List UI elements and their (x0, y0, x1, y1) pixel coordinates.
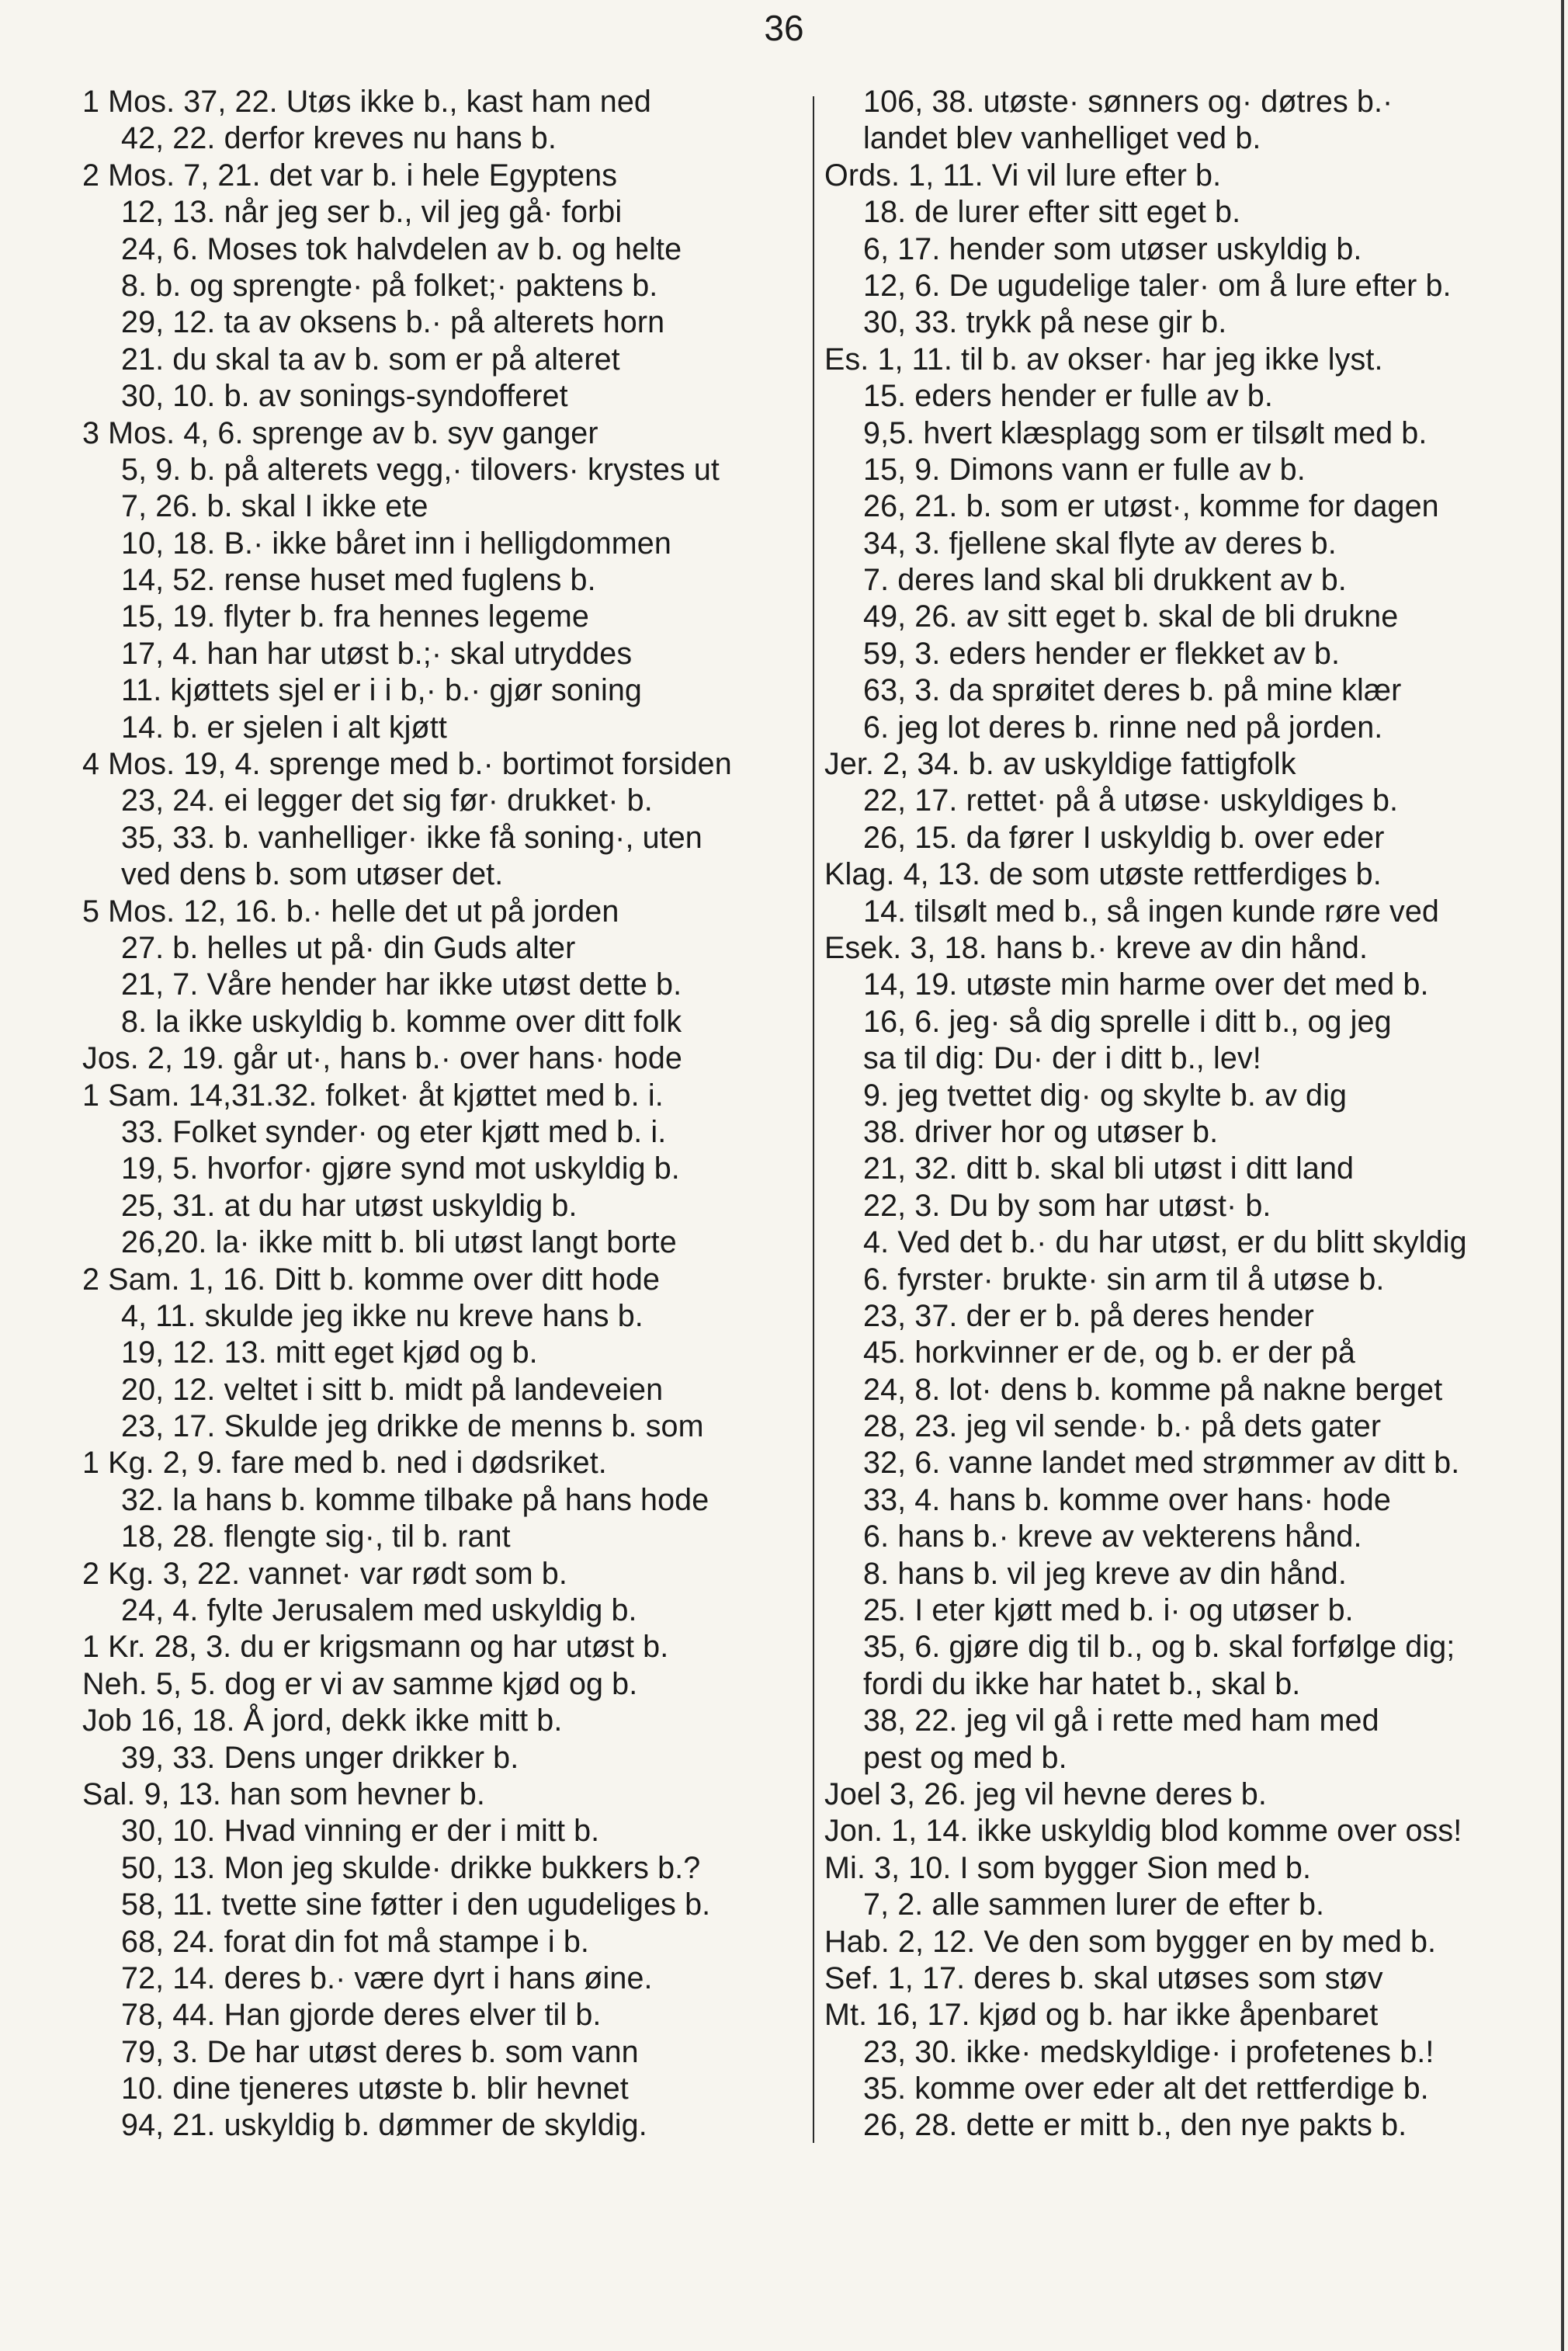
book-entry-line: Klag. 4, 13. de som utøste rettferdiges b. (824, 857, 1382, 892)
verse-entry-line: 14. tilsølt med b., så ingen kunde røre ved (863, 894, 1439, 929)
verse-entry-line: 30, 10. b. av sonings-syndofferet (121, 379, 568, 414)
verse-entry-line: 72, 14. deres b.· være dyrt i hans øine. (121, 1960, 653, 1995)
verse-entry-line: 21, 7. Våre hender har ikke utøst dette b. (121, 967, 682, 1002)
verse-entry-line: 25, 31. at du har utøst uskyldig b. (121, 1188, 578, 1223)
verse-entry-line: 26, 21. b. som er utøst·, komme for dagen (863, 489, 1439, 524)
verse-entry-line: 8. hans b. vil jeg kreve av din hånd. (863, 1556, 1347, 1591)
verse-entry-line: 4. Ved det b.· du har utøst, er du blitt skyldig (863, 1225, 1467, 1260)
verse-entry-line: 24, 4. fylte Jerusalem med uskyldig b. (121, 1593, 637, 1628)
verse-entry-line: 15, 19. flyter b. fra hennes legeme (121, 599, 589, 634)
verse-entry-line: 63, 3. da sprøitet deres b. på mine klær (863, 673, 1402, 708)
verse-entry-line: 23, 37. der er b. på deres hender (863, 1298, 1314, 1333)
verse-entry-line: 6. hans b.· kreve av vekterens hånd. (863, 1519, 1362, 1554)
verse-entry-line: 78, 44. Han gjorde deres elver til b. (121, 1998, 602, 2033)
verse-entry-line: 17, 4. han har utøst b.;· skal utryddes (121, 636, 633, 671)
verse-entry-line: 23, 30. ikke· medskyldige· i profetenes b.! (863, 2034, 1434, 2069)
verse-entry-line: 22, 17. rettet· på å utøse· uskyldiges b. (863, 783, 1399, 818)
verse-entry-line: 7, 2. alle sammen lurer de efter b. (863, 1887, 1325, 1922)
verse-entry-line: 94, 21. uskyldig b. dømmer de skyldig. (121, 2108, 647, 2143)
book-entry-line: Jon. 1, 14. ikke uskyldig blod komme over oss! (824, 1814, 1462, 1849)
verse-entry-line: 58, 11. tvette sine føtter i den ugudeliges b. (121, 1887, 711, 1922)
verse-entry-line: 23, 24. ei legger det sig før· drukket· b. (121, 783, 653, 818)
verse-entry-line: 23, 17. Skulde jeg drikke de menns b. som (121, 1409, 704, 1444)
verse-entry-line: 9,5. hvert klæsplagg som er tilsølt med b. (863, 415, 1428, 450)
verse-entry-line: 8. b. og sprengte· på folket;· paktens b. (121, 268, 658, 303)
verse-entry-line: 19, 12. 13. mitt eget kjød og b. (121, 1335, 538, 1370)
verse-entry-line: 22, 3. Du by som har utøst· b. (863, 1188, 1271, 1223)
verse-entry-line: 79, 3. De har utøst deres b. som vann (121, 2034, 639, 2069)
verse-entry-line: 15, 9. Dimons vann er fulle av b. (863, 452, 1306, 487)
verse-entry-line: 29, 12. ta av oksens b.· på alterets horn (121, 305, 665, 340)
book-entry-line: 1 Mos. 37, 22. Utøs ikke b., kast ham ned (82, 85, 651, 119)
book-entry-line: 5 Mos. 12, 16. b.· helle det ut på jorden (82, 894, 619, 929)
verse-entry-line: 59, 3. eders hender er flekket av b. (863, 636, 1341, 671)
verse-entry-line: 21. du skal ta av b. som er på alteret (121, 342, 620, 377)
verse-entry-line: 10. dine tjeneres utøste b. blir hevnet (121, 2071, 629, 2106)
verse-entry-line: 6. jeg lot deres b. rinne ned på jorden. (863, 710, 1383, 745)
verse-entry-line: 7, 26. b. skal I ikke ete (121, 489, 428, 524)
book-entry-line: Joel 3, 26. jeg vil hevne deres b. (824, 1776, 1267, 1811)
book-entry-line: Jer. 2, 34. b. av uskyldige fattigfolk (824, 747, 1296, 782)
verse-entry-line: 6. fyrster· brukte· sin arm til å utøse b. (863, 1262, 1385, 1297)
verse-entry-line: 68, 24. forat din fot må stampe i b. (121, 1924, 590, 1959)
verse-entry-line: 50, 13. Mon jeg skulde· drikke bukkers b.? (121, 1850, 701, 1885)
verse-entry-line: 33. Folket synder· og eter kjøtt med b. i. (121, 1114, 667, 1149)
verse-entry-line: 35, 33. b. vanhelliger· ikke få soning·, uten (121, 820, 702, 855)
book-entry-line: Es. 1, 11. til b. av okser· har jeg ikke lyst. (824, 342, 1383, 377)
verse-entry-line: 49, 26. av sitt eget b. skal de bli drukne (863, 599, 1399, 634)
verse-entry-line: pest og med b. (863, 1740, 1067, 1775)
verse-entry-line: 34, 3. fjellene skal flyte av deres b. (863, 526, 1337, 561)
verse-entry-line: 16, 6. jeg· så dig sprelle i ditt b., og jeg (863, 1004, 1392, 1039)
book-entry-line: 2 Sam. 1, 16. Ditt b. komme over ditt hode (82, 1262, 661, 1297)
verse-entry-line: 32, 6. vanne landet med strømmer av ditt b. (863, 1446, 1460, 1481)
book-entry-line: Sal. 9, 13. han som hevner b. (82, 1776, 485, 1811)
book-entry-line: Jos. 2, 19. går ut·, hans b.· over hans· hode (82, 1041, 682, 1076)
verse-entry-line: 7. deres land skal bli drukkent av b. (863, 563, 1347, 598)
verse-entry-line: 24, 6. Moses tok halvdelen av b. og helte (121, 231, 682, 266)
verse-entry-line: 21, 32. ditt b. skal bli utøst i ditt land (863, 1151, 1355, 1186)
verse-entry-line: 20, 12. veltet i sitt b. midt på landeveien (121, 1372, 664, 1407)
verse-entry-line: 27. b. helles ut på· din Guds alter (121, 930, 576, 965)
verse-entry-line: landet blev vanhelliget ved b. (863, 121, 1261, 156)
verse-entry-line: 35. komme over eder alt det rettferdige b. (863, 2071, 1429, 2106)
verse-entry-line: 28, 23. jeg vil sende· b.· på dets gater (863, 1409, 1382, 1444)
right-column (824, 84, 1554, 2144)
verse-entry-line: 30, 33. trykk på nese gir b. (863, 305, 1227, 340)
left-column (82, 84, 804, 2144)
verse-entry-line: 38. driver hor og utøser b. (863, 1114, 1219, 1149)
book-entry-line: 1 Kr. 28, 3. du er krigsmann og har utøst b. (82, 1630, 669, 1665)
verse-entry-line: 24, 8. lot· dens b. komme på nakne berget (863, 1372, 1443, 1407)
book-entry-line: 1 Kg. 2, 9. fare med b. ned i dødsriket. (82, 1446, 607, 1481)
book-entry-line: Mt. 16, 17. kjød og b. har ikke åpenbaret (824, 1998, 1379, 2033)
verse-entry-line: ved dens b. som utøser det. (121, 857, 504, 892)
verse-entry-line: 26,20. la· ikke mitt b. bli utøst langt borte (121, 1225, 677, 1260)
verse-entry-line: 8. la ikke uskyldig b. komme over ditt folk (121, 1004, 682, 1039)
book-entry-line: Neh. 5, 5. dog er vi av samme kjød og b. (82, 1666, 638, 1701)
verse-entry-line: 25. I eter kjøtt med b. i· og utøser b. (863, 1593, 1354, 1628)
page-edge (1561, 0, 1564, 2351)
verse-entry-line: 30, 10. Hvad vinning er der i mitt b. (121, 1814, 600, 1849)
verse-entry-line: 15. eders hender er fulle av b. (863, 379, 1273, 414)
verse-entry-line: 26, 28. dette er mitt b., den nye pakts b. (863, 2108, 1407, 2143)
page-number: 36 (764, 8, 804, 48)
verse-entry-line: 38, 22. jeg vil gå i rette med ham med (863, 1703, 1379, 1738)
book-entry-line: Mi. 3, 10. I som bygger Sion med b. (824, 1850, 1312, 1885)
verse-entry-line: 32. la hans b. komme tilbake på hans hode (121, 1482, 709, 1517)
verse-entry-line: 106, 38. utøste· sønners og· døtres b.· (863, 85, 1393, 119)
book-entry-line: 3 Mos. 4, 6. sprenge av b. syv ganger (82, 415, 598, 450)
verse-entry-line: 33, 4. hans b. komme over hans· hode (863, 1482, 1391, 1517)
book-entry-line: Ords. 1, 11. Vi vil lure efter b. (824, 158, 1222, 193)
book-entry-line: Sef. 1, 17. deres b. skal utøses som støv (824, 1960, 1383, 1995)
verse-entry-line: 45. horkvinner er de, og b. er der på (863, 1335, 1355, 1370)
book-entry-line: 1 Sam. 14,31.32. folket· åt kjøttet med b. i. (82, 1078, 664, 1113)
verse-entry-line: 14, 52. rense huset med fuglens b. (121, 563, 596, 598)
verse-entry-line: 12, 6. De ugudelige taler· om å lure efter b. (863, 268, 1452, 303)
verse-entry-line: 14. b. er sjelen i alt kjøtt (121, 710, 447, 745)
book-entry-line: Hab. 2, 12. Ve den som bygger en by med b. (824, 1924, 1437, 1959)
verse-entry-line: 35, 6. gjøre dig til b., og b. skal forfølge dig; (863, 1630, 1455, 1665)
verse-entry-line: 26, 15. da fører I uskyldig b. over eder (863, 820, 1385, 855)
book-entry-line: 4 Mos. 19, 4. sprenge med b.· bortimot forsiden (82, 747, 732, 782)
book-entry-line: 2 Kg. 3, 22. vannet· var rødt som b. (82, 1556, 567, 1591)
verse-entry-line: 39, 33. Dens unger drikker b. (121, 1740, 519, 1775)
verse-entry-line: 18, 28. flengte sig·, til b. rant (121, 1519, 511, 1554)
verse-entry-line: 10, 18. B.· ikke båret inn i helligdommen (121, 526, 671, 561)
verse-entry-line: 5, 9. b. på alterets vegg,· tilovers· krystes ut (121, 452, 720, 487)
verse-entry-line: fordi du ikke har hatet b., skal b. (863, 1666, 1301, 1701)
verse-entry-line: 18. de lurer efter sitt eget b. (863, 195, 1241, 230)
verse-entry-line: 6, 17. hender som utøser uskyldig b. (863, 231, 1362, 266)
column-divider (813, 96, 814, 2143)
verse-entry-line: 9. jeg tvettet dig· og skylte b. av dig (863, 1078, 1348, 1113)
verse-entry-line: 4, 11. skulde jeg ikke nu kreve hans b. (121, 1298, 644, 1333)
book-entry-line: Esek. 3, 18. hans b.· kreve av din hånd. (824, 930, 1369, 965)
verse-entry-line: 42, 22. derfor kreves nu hans b. (121, 121, 557, 156)
book-entry-line: 2 Mos. 7, 21. det var b. i hele Egyptens (82, 158, 618, 193)
verse-entry-line: 14, 19. utøste min harme over det med b. (863, 967, 1429, 1002)
verse-entry-line: 19, 5. hvorfor· gjøre synd mot uskyldig b. (121, 1151, 680, 1186)
verse-entry-line: sa til dig: Du· der i ditt b., lev! (863, 1041, 1261, 1076)
book-entry-line: Job 16, 18. Å jord, dekk ikke mitt b. (82, 1703, 563, 1738)
verse-entry-line: 11. kjøttets sjel er i i b,· b.· gjør soning (121, 673, 643, 708)
verse-entry-line: 12, 13. når jeg ser b., vil jeg gå· forbi (121, 195, 623, 230)
